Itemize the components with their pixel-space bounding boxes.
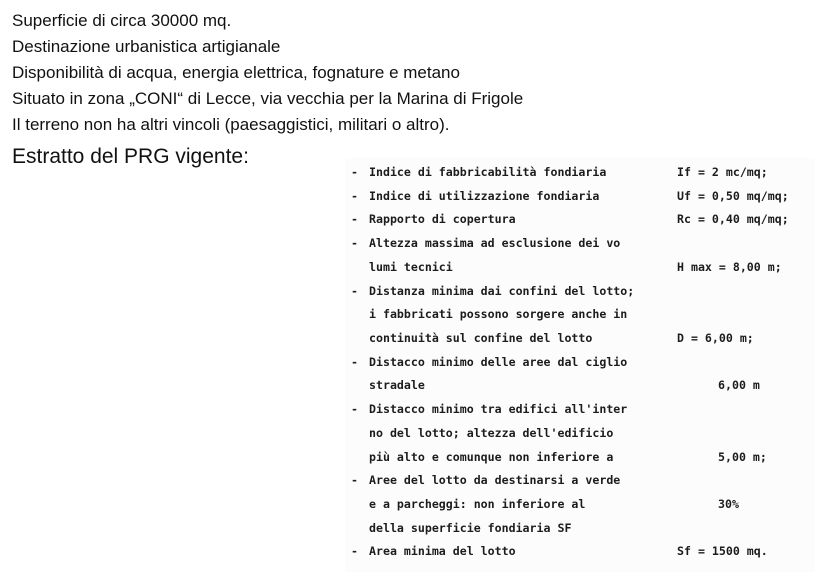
extract-row-text: lumi tecnici bbox=[369, 260, 453, 274]
dash-bullet: - bbox=[351, 236, 358, 250]
extract-row-text: no del lotto; altezza dell'edificio bbox=[369, 426, 614, 440]
extract-row bbox=[345, 517, 815, 539]
extract-row-text: Altezza massima ad esclusione dei vo bbox=[369, 236, 621, 250]
dash-bullet: - bbox=[351, 165, 358, 179]
extract-row-text: della superficie fondiaria SF bbox=[369, 521, 572, 535]
dash-bullet: - bbox=[351, 189, 358, 203]
extract-row-text: stradale bbox=[369, 378, 425, 392]
extract-row bbox=[345, 374, 815, 396]
extract-row bbox=[345, 303, 815, 325]
extract-row bbox=[345, 232, 815, 254]
extract-row bbox=[345, 208, 815, 230]
extract-row bbox=[345, 256, 815, 278]
extract-row-text: continuità sul confine del lotto bbox=[369, 331, 593, 345]
extract-row-text: e a parcheggi: non inferiore al bbox=[369, 497, 586, 511]
extract-row-text: Indice di fabbricabilità fondiaria bbox=[369, 165, 607, 179]
extract-row-value: H max = 8,00 m; bbox=[677, 260, 782, 274]
extract-row bbox=[345, 540, 815, 562]
extract-row-text: Area minima del lotto bbox=[369, 544, 516, 558]
dash-bullet: - bbox=[351, 212, 358, 226]
dash-bullet: - bbox=[351, 284, 358, 298]
extract-row bbox=[345, 469, 815, 491]
extract-row-value: Uf = 0,50 mq/mq; bbox=[677, 189, 789, 203]
intro-line: Destinazione urbanistica artigianale bbox=[12, 37, 281, 56]
extract-row-value: Rc = 0,40 mq/mq; bbox=[677, 212, 789, 226]
intro-line: Situato in zona „CONI“ di Lecce, via vecchia per la Marina di Frigole bbox=[12, 89, 524, 108]
extract-row bbox=[345, 493, 815, 515]
extract-row bbox=[345, 161, 815, 183]
extract-row bbox=[345, 327, 815, 349]
extract-row-value: 6,00 m bbox=[718, 378, 760, 392]
extract-row-text: i fabbricati possono sorgere anche in bbox=[369, 307, 628, 321]
extract-row bbox=[345, 446, 815, 468]
intro-line: Superficie di circa 30000 mq. bbox=[12, 11, 232, 30]
extract-row-value: 5,00 m; bbox=[718, 450, 767, 464]
extract-row-text: Aree del lotto da destinarsi a verde bbox=[369, 473, 621, 487]
extract-row-value: D = 6,00 m; bbox=[677, 331, 754, 345]
extract-row bbox=[345, 422, 815, 444]
extract-row-value: If = 2 mc/mq; bbox=[677, 165, 768, 179]
extract-row-text: Distacco minimo delle aree dal ciglio bbox=[369, 355, 628, 369]
extract-row-text: Indice di utilizzazione fondiaria bbox=[369, 189, 600, 203]
intro-text bbox=[12, 8, 523, 138]
dash-bullet: - bbox=[351, 544, 358, 558]
extract-row-text: Distanza minima dai confini del lotto; bbox=[369, 284, 635, 298]
extract-row-text: più alto e comunque non inferiore a bbox=[369, 450, 614, 464]
extract-row-value: Sf = 1500 mq. bbox=[677, 544, 768, 558]
prg-extract-scan bbox=[345, 158, 815, 572]
extract-row bbox=[345, 398, 815, 420]
dash-bullet: - bbox=[351, 473, 358, 487]
extract-row bbox=[345, 351, 815, 373]
intro-line: Disponibilità di acqua, energia elettrica, fognature e metano bbox=[12, 63, 460, 82]
extract-row-text: Rapporto di copertura bbox=[369, 212, 516, 226]
section-subtitle: Estratto del PRG vigente: bbox=[12, 145, 249, 168]
extract-row-value: 30% bbox=[718, 497, 739, 511]
dash-bullet: - bbox=[351, 355, 358, 369]
extract-row bbox=[345, 280, 815, 302]
extract-row-text: Distacco minimo tra edifici all'inter bbox=[369, 402, 628, 416]
extract-row bbox=[345, 185, 815, 207]
intro-line: Il terreno non ha altri vincoli (paesaggistici, militari o altro). bbox=[12, 115, 450, 134]
dash-bullet: - bbox=[351, 402, 358, 416]
